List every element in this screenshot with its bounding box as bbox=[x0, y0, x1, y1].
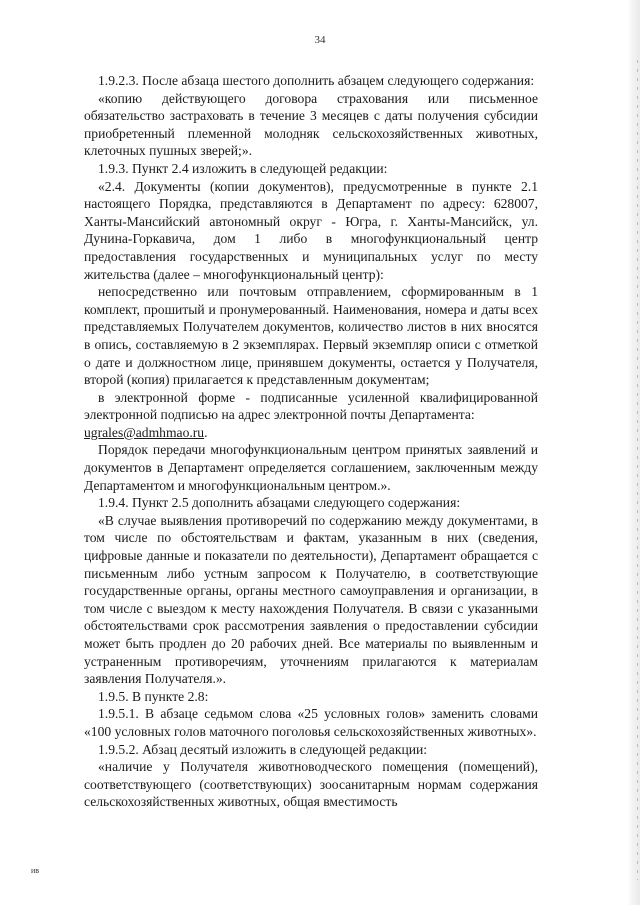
paragraph-1-9-5-1: 1.9.5.1. В абзаце седьмом слова «25 условных голов» заменить словами «100 условных голов маточного поголовья сельскохозяйственных животных». bbox=[84, 706, 538, 739]
paragraph-postal-delivery: непосредственно или почтовым отправлением, сформированным в 1 комплект, прошитый и пронумерованный. Наименования, номера и даты всех представляемых Получателем документов, количество листов в них вносятся в опись, составляемую в 2 экземплярах. Первый экземпляр описи с отметкой о дате и должностном лице, принявшем документы, остается у Получателя, второй (копия) прилагается к представленным документам; bbox=[84, 284, 538, 388]
email-trailing-punct: . bbox=[204, 424, 208, 440]
paragraph-2-4: «2.4. Документы (копии документов), предусмотренные в пункте 2.1 настоящего Порядка, представляются в Департамент по адресу: 628007, Ханты-Мансийский автономный округ - Югра, г. Ханты-Мансийск, ул. Дунина-Горкавича, дом 1 либо в многофункциональный центр предоставления государственных и муниципальных услуг по месту жительства (далее – многофункциональный центр): bbox=[84, 178, 538, 282]
paragraph-contradictions: «В случае выявления противоречий по содержанию между документами, в том числе по обстоятельствам и фактам, указанным в них (сведения, цифровые данные и показатели по деятельности), Департамент обращается с письменным либо устным запросом к Получателю, в соответствующие государственные органы, органы местного самоуправления и организации, в том числе с выездом к месту нахождения Получателя. В связи с указанными обстоятельствами срок рассмотрения заявления о предоставлении субсидии может быть продлен до 20 рабочих дней. Все материалы по выявленным и устраненным противоречиям, уточнениям прилагаются к материалам заявления Получателя.». bbox=[84, 512, 538, 687]
scan-edge-artifact bbox=[637, 60, 638, 880]
paragraph-1-9-5: 1.9.5. В пункте 2.8: bbox=[98, 688, 209, 704]
document-body bbox=[84, 72, 538, 811]
page-number: 34 bbox=[314, 34, 326, 46]
paragraph-1-9-3: 1.9.3. Пункт 2.4 изложить в следующей редакции: bbox=[98, 160, 388, 176]
paragraph-1-9-4: 1.9.4. Пункт 2.5 дополнить абзацами следующего содержания: bbox=[98, 495, 461, 511]
paragraph-livestock-premises: «наличие у Получателя животноводческого помещения (помещений), соответствующего (соответствующих) зоосанитарным нормам содержания сельскохозяйственных животных, общая вместимость bbox=[84, 759, 538, 810]
paragraph-1-9-2-3: 1.9.2.3. После абзаца шестого дополнить абзацем следующего содержания: bbox=[98, 73, 535, 88]
paragraph-1-9-5-2: 1.9.5.2. Абзац десятый изложить в следующей редакции: bbox=[98, 741, 428, 757]
paragraph-email bbox=[84, 424, 538, 442]
paragraph-electronic-form: в электронной форме - подписанные усиленной квалифицированной электронной подписью на адрес электронной почты Департамента: bbox=[84, 389, 538, 423]
paragraph-insurance-copy: «копию действующего договора страхования или письменное обязательство застраховать в течение 3 месяцев с даты получения субсидии приобретенный племенной молодняк сельскохозяйственных животных, клеточных пушных зверей;». bbox=[84, 90, 538, 159]
email-link[interactable]: ugrales@admhmao.ru bbox=[84, 424, 205, 440]
footer-mark: ив bbox=[31, 866, 40, 875]
paragraph-transfer-order: Порядок передачи многофункциональным центром принятых заявлений и документов в Департамент определяется соглашением, заключенным между Департаментом и многофункциональным центром.». bbox=[84, 442, 538, 493]
